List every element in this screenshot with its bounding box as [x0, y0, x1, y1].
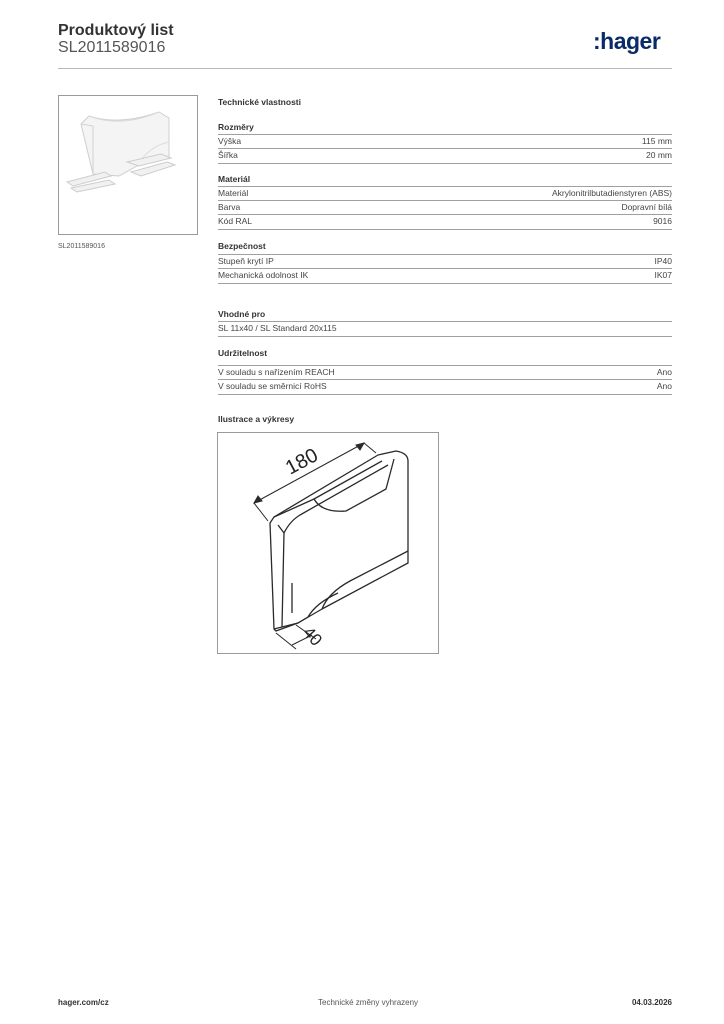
product-code: SL2011589016: [58, 39, 166, 56]
spec-label: SL 11x40 / SL Standard 20x115: [218, 323, 337, 333]
footer-notice: Technické změny vyhrazeny: [318, 998, 419, 1007]
spec-value: 115 mm: [641, 136, 672, 146]
dimension-length-label: 180: [282, 444, 322, 480]
section-title-safety: Bezpečnost: [218, 241, 266, 251]
footer-website-link[interactable]: hager.com/cz: [58, 998, 109, 1007]
spec-row: [218, 148, 672, 164]
spec-label: Stupeň krytí IP: [218, 256, 274, 266]
spec-row: [218, 365, 672, 380]
spec-value: 9016: [653, 216, 672, 226]
spec-value: Akrylonitrilbutadienstyren (ABS): [552, 188, 672, 198]
dimension-height-label: 40: [299, 622, 326, 650]
spec-label: V souladu s nařízením REACH: [218, 367, 335, 377]
footer-date: 04.03.2026: [631, 998, 672, 1007]
spec-row: [218, 268, 672, 284]
spec-label: Materiál: [218, 188, 249, 198]
spec-value: Dopravní bílá: [621, 202, 672, 212]
spec-row: [218, 186, 672, 201]
section-title-suitable-for: Vhodné pro: [218, 309, 266, 319]
spec-row: [218, 214, 672, 230]
spec-value: IP40: [654, 256, 672, 266]
header-divider: [58, 68, 672, 69]
product-photo-icon: [59, 96, 197, 234]
end-cap-drawing-icon: [218, 433, 438, 653]
section-title-material: Materiál: [218, 174, 251, 184]
logo-text: hager: [600, 28, 661, 54]
spec-label: V souladu se směrnicí RoHS: [218, 381, 327, 391]
spec-row: [218, 321, 672, 337]
spec-value: 20 mm: [646, 150, 672, 160]
hager-logo[interactable]: [593, 28, 660, 55]
spec-value: IK07: [654, 270, 672, 280]
spec-row: [218, 134, 672, 149]
spec-label: Šířka: [218, 150, 238, 160]
spec-row: [218, 200, 672, 215]
spec-row: [218, 379, 672, 395]
section-title-sustainability: Udržitelnost: [218, 348, 268, 358]
logo-dots-icon: :: [593, 28, 601, 54]
spec-label: Výška: [218, 136, 242, 146]
technical-properties-heading: Technické vlastnosti: [218, 97, 301, 107]
spec-label: Mechanická odolnost IK: [218, 270, 309, 280]
illustrations-heading: Ilustrace a výkresy: [218, 414, 295, 424]
technical-drawing: [217, 432, 439, 654]
product-image: [58, 95, 198, 235]
page-title: Produktový list: [58, 22, 174, 39]
spec-value: Ano: [656, 381, 672, 391]
product-image-caption: SL2011589016: [58, 243, 105, 250]
spec-label: Barva: [218, 202, 241, 212]
spec-value: Ano: [656, 367, 672, 377]
section-title-dimensions: Rozměry: [218, 122, 254, 132]
spec-row: [218, 254, 672, 269]
spec-label: Kód RAL: [218, 216, 253, 226]
